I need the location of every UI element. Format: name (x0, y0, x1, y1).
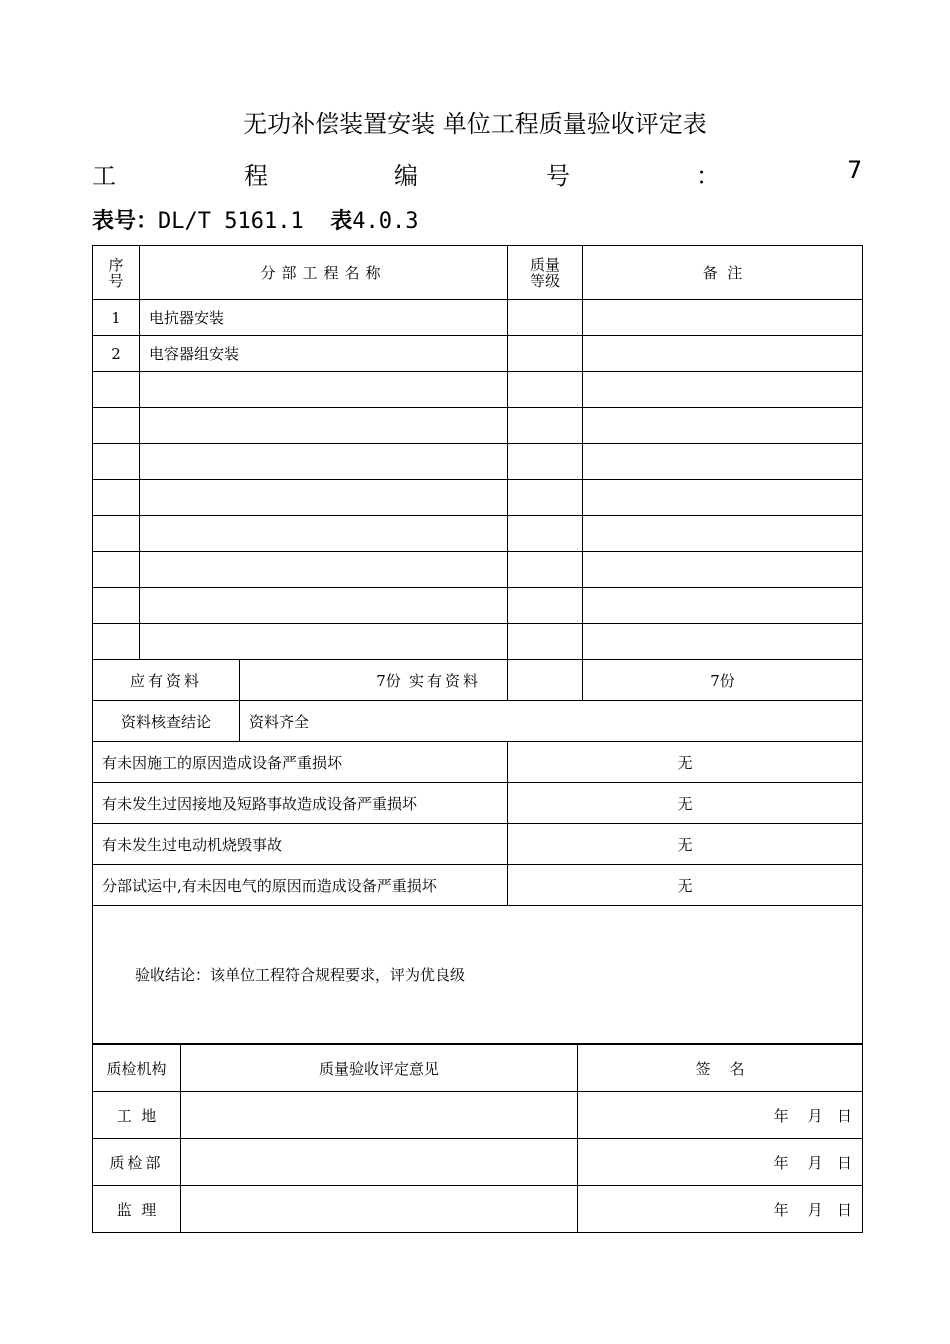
project-code-char: ： (696, 162, 720, 190)
grade-cell (508, 444, 583, 480)
name-cell (140, 588, 508, 624)
project-code-value: 7 (847, 156, 863, 184)
required-docs-value: 7份 (240, 660, 508, 701)
seq-cell (93, 480, 140, 516)
name-header: 分部工程名称 (140, 246, 508, 300)
grade-header: 质量 等级 (508, 246, 583, 300)
seq-cell: 1 (93, 300, 140, 336)
check-question: 有未发生过电动机烧毁事故 (93, 824, 508, 865)
date-cell: 年 月 日 (578, 1186, 863, 1233)
signature-row (93, 1092, 863, 1139)
remark-cell (583, 336, 863, 372)
remark-cell (583, 588, 863, 624)
table-number-label: 表 (330, 209, 353, 234)
seq-cell: 2 (93, 336, 140, 372)
header-row (93, 246, 863, 300)
remark-cell (583, 372, 863, 408)
name-cell (140, 372, 508, 408)
seq-cell (93, 588, 140, 624)
project-code-char: 编 (394, 162, 418, 190)
signature-table (92, 1044, 863, 1233)
grade-cell (508, 480, 583, 516)
remark-cell (583, 408, 863, 444)
table-row (93, 480, 863, 516)
name-cell (140, 552, 508, 588)
signature-row (93, 1186, 863, 1233)
review-value: 资料齐全 (240, 701, 863, 742)
opinion-cell (181, 1186, 578, 1233)
seq-header: 序号 (93, 246, 140, 300)
table-row (93, 336, 863, 372)
table-number-value: 4.0.3 (352, 209, 419, 234)
org-header: 质检机构 (93, 1045, 181, 1092)
table-row (93, 372, 863, 408)
name-cell (140, 408, 508, 444)
org-cell: 工 地 (93, 1092, 181, 1139)
remark-cell (583, 444, 863, 480)
form-title: 无功补偿装置安装 单位工程质量验收评定表 (243, 110, 707, 138)
check-answer: 无 (508, 865, 863, 906)
seq-cell (93, 444, 140, 480)
opinion-cell (181, 1092, 578, 1139)
check-question: 有未因施工的原因造成设备严重损坏 (93, 742, 508, 783)
docs-row (93, 660, 863, 701)
grade-cell (508, 372, 583, 408)
grade-cell (508, 300, 583, 336)
table-row (93, 300, 863, 336)
check-question: 有未发生过因接地及短路事故造成设备严重损坏 (93, 783, 508, 824)
review-label: 资料核查结论 (93, 701, 240, 742)
conclusion-text: 验收结论：该单位工程符合规程要求，评为优良级 (93, 906, 863, 1044)
required-docs-label: 应有资料 (93, 660, 240, 701)
actual-docs-label: 实有资料 (508, 660, 583, 701)
table-number-code: DL/T 5161.1 (158, 209, 304, 234)
name-cell (140, 480, 508, 516)
grade-cell (508, 588, 583, 624)
check-answer: 无 (508, 742, 863, 783)
grade-cell (508, 516, 583, 552)
name-cell (140, 624, 508, 660)
opinion-header: 质量验收评定意见 (181, 1045, 578, 1092)
remark-cell (583, 516, 863, 552)
check-row (93, 865, 863, 906)
sign-header: 签 名 (578, 1045, 863, 1092)
review-row (93, 701, 863, 742)
project-code-char: 工 (92, 162, 116, 190)
check-row (93, 783, 863, 824)
conclusion-row (93, 906, 863, 1044)
name-cell (140, 444, 508, 480)
table-row (93, 552, 863, 588)
signature-row (93, 1139, 863, 1186)
table-row (93, 624, 863, 660)
remark-cell (583, 624, 863, 660)
check-row (93, 824, 863, 865)
remark-cell (583, 480, 863, 516)
name-cell (140, 516, 508, 552)
grade-cell (508, 624, 583, 660)
check-answer: 无 (508, 783, 863, 824)
date-cell: 年 月 日 (578, 1092, 863, 1139)
grade-cell (508, 336, 583, 372)
org-cell: 监 理 (93, 1186, 181, 1233)
name-cell: 电容器组安装 (140, 336, 508, 372)
seq-cell (93, 372, 140, 408)
project-code-row (92, 156, 862, 188)
seq-cell (93, 408, 140, 444)
grade-cell (508, 408, 583, 444)
name-cell: 电抗器安装 (140, 300, 508, 336)
grade-cell (508, 552, 583, 588)
table-row (93, 408, 863, 444)
check-answer: 无 (508, 824, 863, 865)
check-question: 分部试运中,有未因电气的原因而造成设备严重损坏 (93, 865, 508, 906)
project-code-char: 程 (244, 162, 268, 190)
seq-cell (93, 516, 140, 552)
evaluation-table (92, 245, 863, 1044)
table-row (93, 444, 863, 480)
signature-header-row (93, 1045, 863, 1092)
check-row (93, 742, 863, 783)
seq-cell (93, 624, 140, 660)
table-number-prefix: 表号： (92, 209, 159, 234)
remark-cell (583, 300, 863, 336)
org-cell: 质检部 (93, 1139, 181, 1186)
actual-docs-value: 7份 (583, 660, 863, 701)
remark-header: 备 注 (583, 246, 863, 300)
date-cell: 年 月 日 (578, 1139, 863, 1186)
project-code-char: 号 (546, 162, 570, 190)
opinion-cell (181, 1139, 578, 1186)
table-row (93, 588, 863, 624)
seq-cell (93, 552, 140, 588)
table-number (92, 204, 418, 235)
table-row (93, 516, 863, 552)
remark-cell (583, 552, 863, 588)
